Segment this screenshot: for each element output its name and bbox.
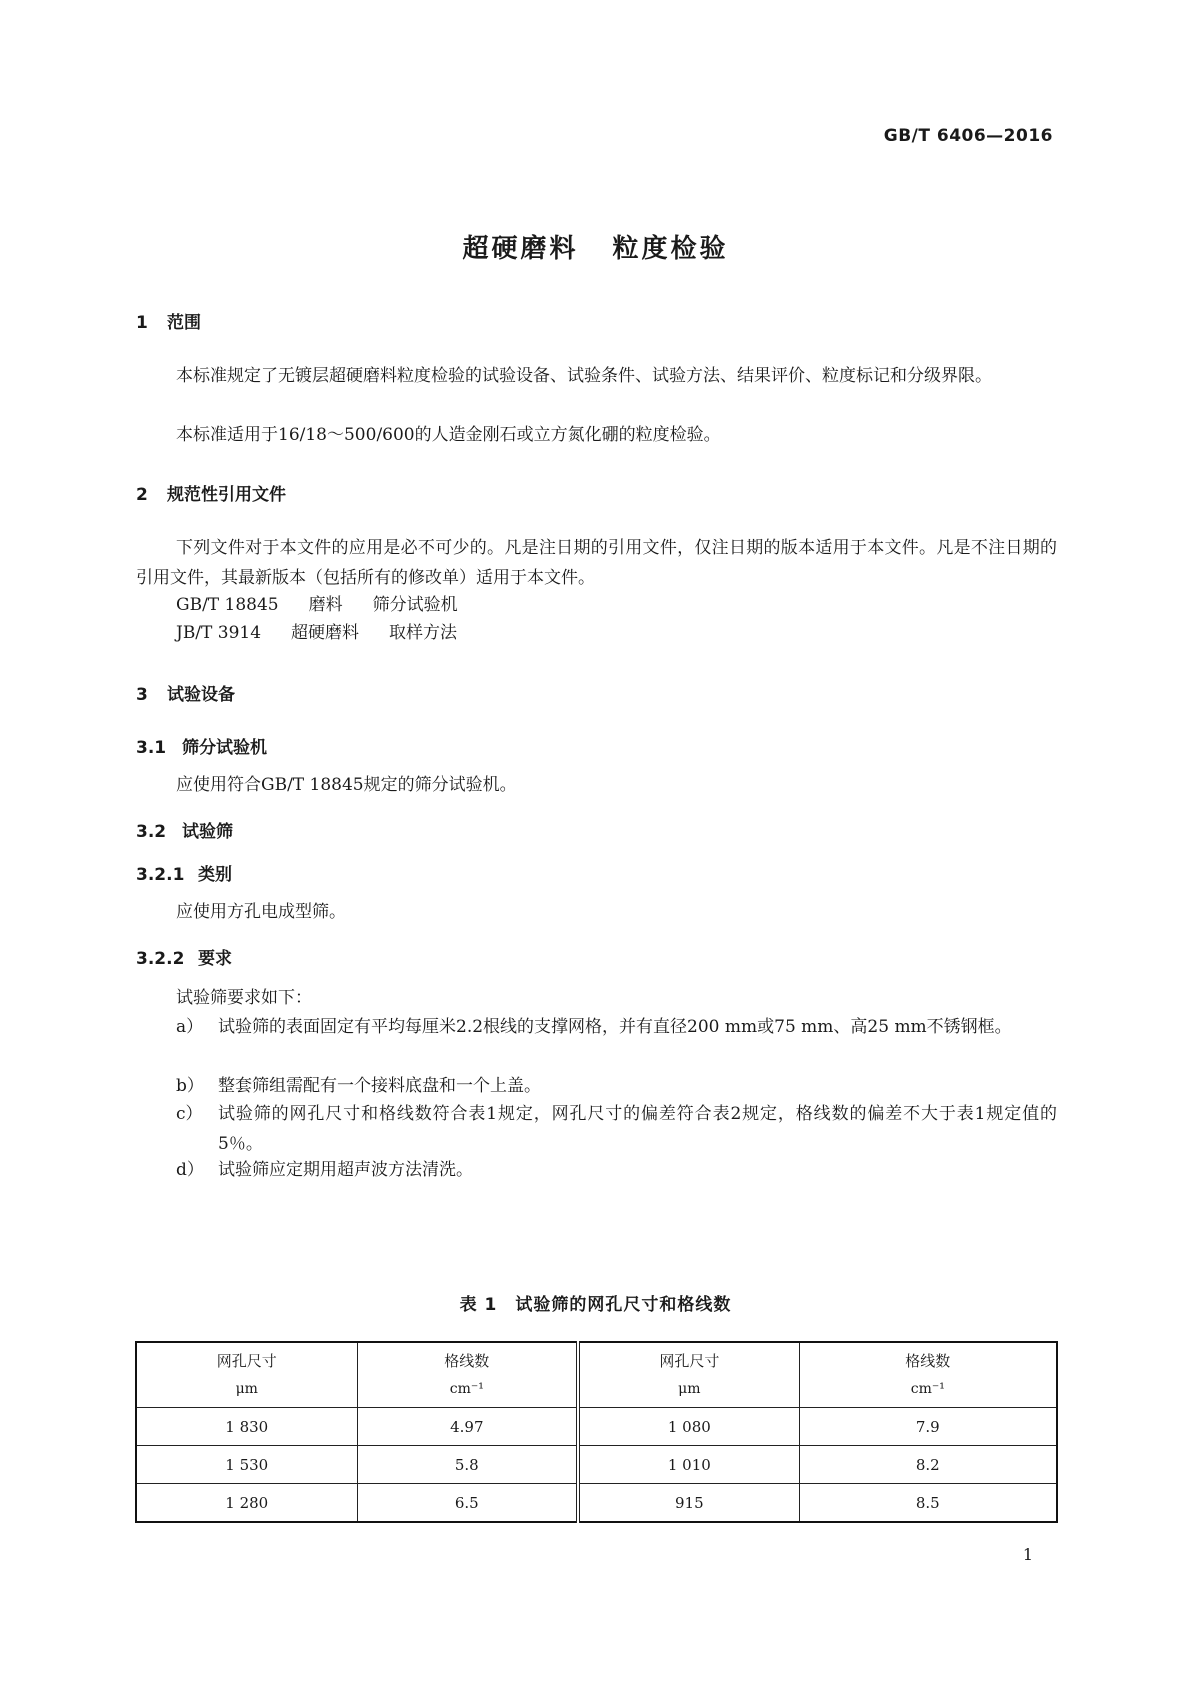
table-row <box>136 1446 1057 1484</box>
standard-code: GB/T 6406—2016 <box>883 126 1053 146</box>
section-1-paragraph-1: 本标准规定了无镀层超硬磨料粒度检验的试验设备、试验条件、试验方法、结果评价、粒度标记和分级界限。 <box>176 366 992 386</box>
table-cell: 5.8 <box>357 1446 578 1484</box>
table-row <box>136 1484 1057 1523</box>
table-1-caption: 表 1 试验筛的网孔尺寸和格线数 <box>459 1295 732 1315</box>
table-1 <box>135 1341 1058 1523</box>
table-cell: 6.5 <box>357 1484 578 1523</box>
table-header-cell: 网孔尺寸 μm <box>578 1342 799 1408</box>
table-cell: 1 010 <box>578 1446 799 1484</box>
table-cell: 1 530 <box>136 1446 357 1484</box>
section-3-1-heading: 3.1 筛分试验机 <box>136 738 267 758</box>
table-header-cell: 网孔尺寸 μm <box>136 1342 357 1408</box>
title-part1: 超硬磨料 <box>462 234 579 264</box>
requirement-item-d: d） 试验筛应定期用超声波方法清洗。 <box>176 1160 473 1180</box>
page-number: 1 <box>1022 1545 1033 1564</box>
reference-gbt-18845: GB/T 18845 磨料 筛分试验机 <box>176 595 458 615</box>
table-cell: 7.9 <box>799 1408 1057 1446</box>
page-title <box>0 228 1191 265</box>
table-cell: 1 830 <box>136 1408 357 1446</box>
table-cell: 4.97 <box>357 1408 578 1446</box>
section-3-2-1-paragraph: 应使用方孔电成型筛。 <box>176 902 346 922</box>
table-cell: 8.5 <box>799 1484 1057 1523</box>
section-1-heading: 1 范围 <box>136 313 201 333</box>
section-3-heading: 3 试验设备 <box>136 685 235 705</box>
table-cell: 8.2 <box>799 1446 1057 1484</box>
table-header-row <box>136 1342 1057 1408</box>
table-header-cell: 格线数 cm⁻¹ <box>799 1342 1057 1408</box>
title-part2: 粒度检验 <box>612 234 729 264</box>
section-2-heading: 2 规范性引用文件 <box>136 485 286 505</box>
requirement-item-a: a） 试验筛的表面固定有平均每厘米2.2根线的支撑网格，并有直径200 mm或75 mm、高25 mm不锈钢框。 <box>176 1017 1012 1037</box>
requirement-item-b: b） 整套筛组需配有一个接料底盘和一个上盖。 <box>176 1076 541 1096</box>
table-row <box>136 1408 1057 1446</box>
section-2-paragraph-1: 下列文件对于本文件的应用是必不可少的。凡是注日期的引用文件，仅注日期的版本适用于本文件。凡是不注日期的引用文件，其最新版本（包括所有的修改单）适用于本文件。 <box>136 538 1057 588</box>
table-cell: 1 080 <box>578 1408 799 1446</box>
section-3-2-1-heading: 3.2.1 类别 <box>136 865 232 885</box>
section-3-2-heading: 3.2 试验筛 <box>136 822 233 842</box>
requirement-item-c: c） 试验筛的网孔尺寸和格线数符合表1规定，网孔尺寸的偏差符合表2规定，格线数的偏差不大于表1规定值的5％。 <box>176 1104 1057 1154</box>
table-cell: 915 <box>578 1484 799 1523</box>
section-1-paragraph-2: 本标准适用于16/18～500/600的人造金刚石或立方氮化硼的粒度检验。 <box>176 425 721 445</box>
reference-jbt-3914: JB/T 3914 超硬磨料 取样方法 <box>176 623 458 643</box>
table-header-cell: 格线数 cm⁻¹ <box>357 1342 578 1408</box>
requirements-intro: 试验筛要求如下： <box>176 988 312 1008</box>
section-3-2-2-heading: 3.2.2 要求 <box>136 949 232 969</box>
section-3-1-paragraph: 应使用符合GB/T 18845规定的筛分试验机。 <box>176 775 517 795</box>
table-cell: 1 280 <box>136 1484 357 1523</box>
